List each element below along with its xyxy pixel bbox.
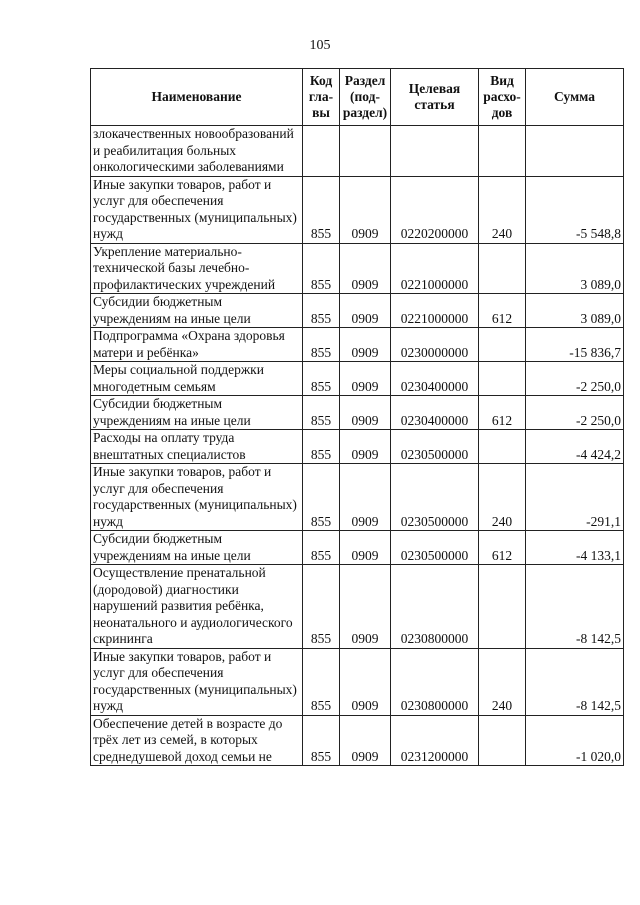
row-expense-type: 612 bbox=[479, 396, 526, 430]
table-header-row bbox=[91, 69, 624, 126]
row-code: 855 bbox=[303, 328, 340, 362]
row-expense-type bbox=[479, 243, 526, 294]
row-amount: -8 142,5 bbox=[526, 648, 624, 715]
row-code: 855 bbox=[303, 430, 340, 464]
table-row bbox=[91, 565, 624, 649]
header-code: Код гла-вы bbox=[303, 69, 340, 126]
header-name: Наименование bbox=[91, 69, 303, 126]
table-row bbox=[91, 126, 624, 177]
row-expense-type bbox=[479, 362, 526, 396]
row-name: Субсидии бюджетным учреждениям на иные цели bbox=[91, 294, 303, 328]
row-section: 0909 bbox=[340, 565, 391, 649]
header-expense-type: Вид расхо-дов bbox=[479, 69, 526, 126]
row-amount: -4 133,1 bbox=[526, 531, 624, 565]
row-target: 0230400000 bbox=[391, 362, 479, 396]
row-section: 0909 bbox=[340, 430, 391, 464]
row-section: 0909 bbox=[340, 294, 391, 328]
row-section: 0909 bbox=[340, 362, 391, 396]
row-section: 0909 bbox=[340, 464, 391, 531]
row-target: 0230500000 bbox=[391, 531, 479, 565]
row-section: 0909 bbox=[340, 531, 391, 565]
row-name: Субсидии бюджетным учреждениям на иные цели bbox=[91, 531, 303, 565]
table-row bbox=[91, 362, 624, 396]
table-row bbox=[91, 396, 624, 430]
row-code: 855 bbox=[303, 396, 340, 430]
row-amount: 3 089,0 bbox=[526, 243, 624, 294]
row-name: Осуществление пренатальной (дородовой) диагностики нарушений развития ребёнка, неонатального и аудиологического скрининга bbox=[91, 565, 303, 649]
row-target: 0230800000 bbox=[391, 565, 479, 649]
row-code bbox=[303, 126, 340, 177]
table-row bbox=[91, 464, 624, 531]
row-amount: -2 250,0 bbox=[526, 362, 624, 396]
row-target: 0230500000 bbox=[391, 464, 479, 531]
row-expense-type: 240 bbox=[479, 176, 526, 243]
row-code: 855 bbox=[303, 464, 340, 531]
row-code: 855 bbox=[303, 531, 340, 565]
row-code: 855 bbox=[303, 715, 340, 766]
row-expense-type bbox=[479, 328, 526, 362]
row-name: Подпрограмма «Охрана здоровья матери и ребёнка» bbox=[91, 328, 303, 362]
row-target bbox=[391, 126, 479, 177]
row-amount: -4 424,2 bbox=[526, 430, 624, 464]
row-amount: -2 250,0 bbox=[526, 396, 624, 430]
row-section: 0909 bbox=[340, 396, 391, 430]
row-section: 0909 bbox=[340, 243, 391, 294]
row-target: 0230000000 bbox=[391, 328, 479, 362]
row-section: 0909 bbox=[340, 715, 391, 766]
row-expense-type: 240 bbox=[479, 648, 526, 715]
row-expense-type bbox=[479, 565, 526, 649]
row-section: 0909 bbox=[340, 176, 391, 243]
row-amount: 3 089,0 bbox=[526, 294, 624, 328]
row-code: 855 bbox=[303, 648, 340, 715]
table-row bbox=[91, 328, 624, 362]
header-section: Раздел (под-раздел) bbox=[340, 69, 391, 126]
row-target: 0230400000 bbox=[391, 396, 479, 430]
row-expense-type bbox=[479, 126, 526, 177]
row-code: 855 bbox=[303, 565, 340, 649]
row-code: 855 bbox=[303, 176, 340, 243]
row-section bbox=[340, 126, 391, 177]
row-name: Иные закупки товаров, работ и услуг для обеспечения государственных (муниципальных) нужд bbox=[91, 464, 303, 531]
row-name: злокачественных новообразований и реабилитация больных онкологическими заболеваниями bbox=[91, 126, 303, 177]
row-name: Расходы на оплату труда внештатных специалистов bbox=[91, 430, 303, 464]
row-amount: -15 836,7 bbox=[526, 328, 624, 362]
row-section: 0909 bbox=[340, 328, 391, 362]
page-number: 105 bbox=[309, 38, 331, 53]
row-amount: -1 020,0 bbox=[526, 715, 624, 766]
row-name: Иные закупки товаров, работ и услуг для обеспечения государственных (муниципальных) нужд bbox=[91, 176, 303, 243]
row-target: 0230500000 bbox=[391, 430, 479, 464]
row-expense-type: 612 bbox=[479, 531, 526, 565]
row-amount: -291,1 bbox=[526, 464, 624, 531]
table-row bbox=[91, 715, 624, 766]
header-amount: Сумма bbox=[526, 69, 624, 126]
row-expense-type: 612 bbox=[479, 294, 526, 328]
budget-table bbox=[90, 68, 624, 766]
table-row bbox=[91, 531, 624, 565]
row-amount: -5 548,8 bbox=[526, 176, 624, 243]
table-row bbox=[91, 430, 624, 464]
row-name: Субсидии бюджетным учреждениям на иные цели bbox=[91, 396, 303, 430]
row-section: 0909 bbox=[340, 648, 391, 715]
table-row bbox=[91, 648, 624, 715]
header-target: Целевая статья bbox=[391, 69, 479, 126]
row-expense-type bbox=[479, 430, 526, 464]
row-amount: -8 142,5 bbox=[526, 565, 624, 649]
table-row bbox=[91, 176, 624, 243]
row-amount bbox=[526, 126, 624, 177]
row-expense-type bbox=[479, 715, 526, 766]
table-row bbox=[91, 294, 624, 328]
row-name: Иные закупки товаров, работ и услуг для обеспечения государственных (муниципальных) нужд bbox=[91, 648, 303, 715]
row-name: Меры социальной поддержки многодетным семьям bbox=[91, 362, 303, 396]
row-target: 0230800000 bbox=[391, 648, 479, 715]
row-target: 0220200000 bbox=[391, 176, 479, 243]
row-name: Обеспечение детей в возрасте до трёх лет из семей, в которых среднедушевой доход семьи не bbox=[91, 715, 303, 766]
table-row bbox=[91, 243, 624, 294]
row-code: 855 bbox=[303, 294, 340, 328]
row-code: 855 bbox=[303, 243, 340, 294]
row-code: 855 bbox=[303, 362, 340, 396]
row-target: 0231200000 bbox=[391, 715, 479, 766]
row-name: Укрепление материально-технической базы лечебно-профилактических учреждений bbox=[91, 243, 303, 294]
row-expense-type: 240 bbox=[479, 464, 526, 531]
row-target: 0221000000 bbox=[391, 294, 479, 328]
row-target: 0221000000 bbox=[391, 243, 479, 294]
